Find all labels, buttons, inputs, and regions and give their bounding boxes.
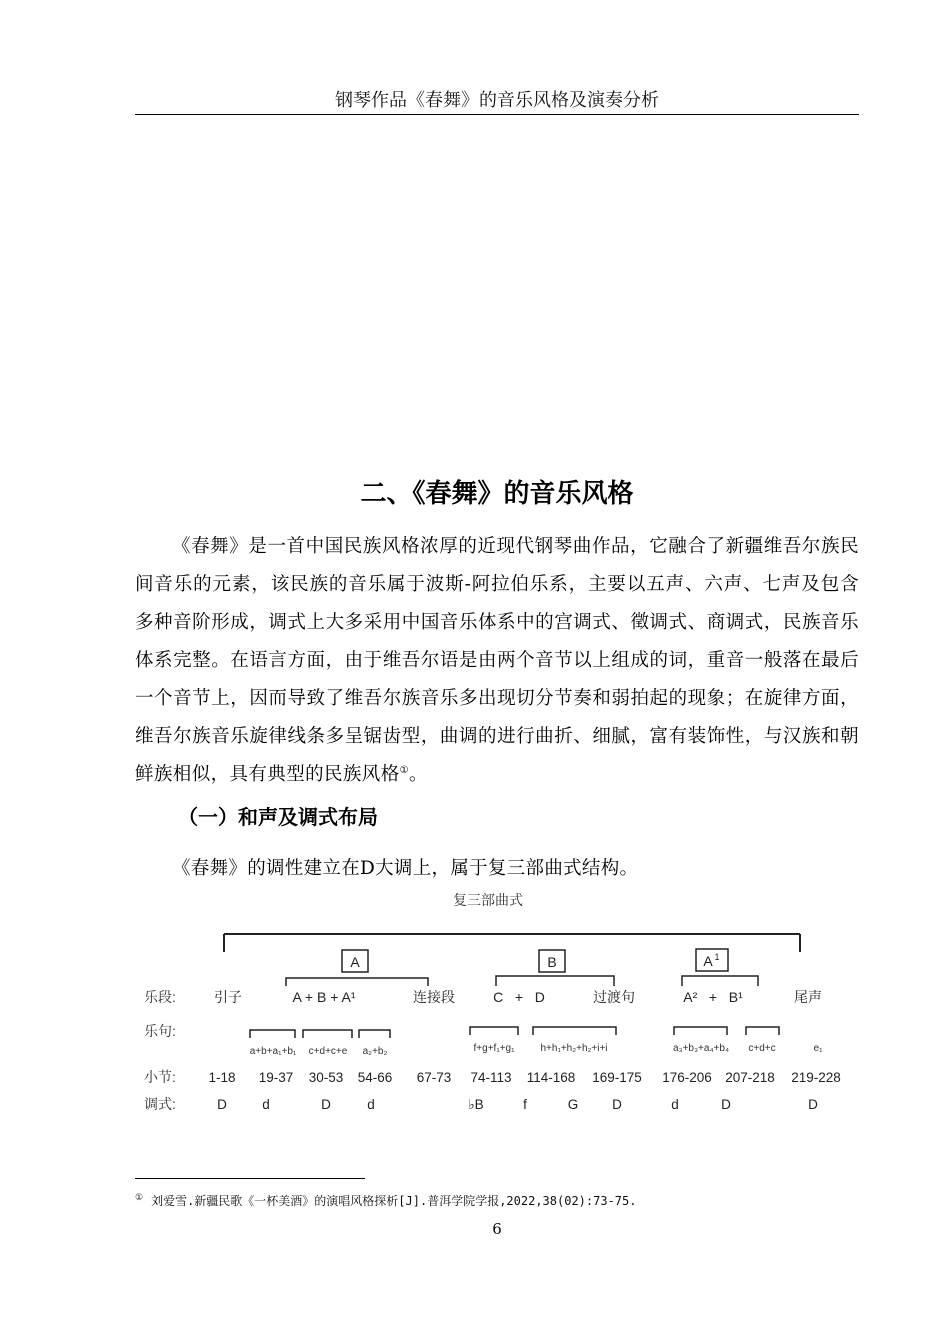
running-header: 钢琴作品《春舞》的音乐风格及演奏分析 (335, 90, 659, 111)
phrase-3: a₂+b₂ (362, 1046, 388, 1057)
section-transition: 过渡句 (593, 989, 635, 1005)
section-title: 二、《春舞》的音乐风格 (360, 479, 634, 509)
phrase-7: c+d+c (748, 1043, 776, 1054)
part-a1-label: A (703, 953, 713, 969)
key-7: G (567, 1097, 579, 1112)
row-label-key: 调式: (144, 1096, 176, 1112)
row-label-bars: 小节: (144, 1069, 176, 1085)
part-box-b (539, 950, 565, 972)
page-number: 6 (492, 1220, 502, 1238)
row-label-phrase: 乐句: (144, 1023, 176, 1039)
key-10: D (721, 1097, 731, 1112)
structure-paragraph: 《春舞》的调性建立在D大调上，属于复三部曲式结构。 (172, 858, 639, 879)
phrase-8: e₁ (813, 1043, 823, 1054)
bars-7: 114-168 (526, 1070, 576, 1085)
part-b-label: B (547, 954, 557, 970)
key-6: f (523, 1097, 527, 1112)
phrase-1: a+b+a₁+b₁ (249, 1046, 297, 1057)
key-2: d (262, 1097, 270, 1112)
section-a2-form: A² + B¹ (683, 989, 743, 1005)
diagram-title: 复三部曲式 (453, 892, 523, 908)
bars-2: 19-37 (258, 1070, 294, 1085)
part-a-label: A (350, 954, 360, 970)
section-link: 连接段 (413, 989, 455, 1005)
header-divider (135, 114, 859, 115)
part-box-a1 (696, 949, 728, 971)
key-3: D (321, 1097, 331, 1112)
bars-9: 176-206 (662, 1070, 712, 1085)
section-b-form: C + D (493, 989, 545, 1005)
intro-text: 《春舞》是一首中国民族风格浓厚的近现代钢琴曲作品，它融合了新疆维吾尔族民间音乐的元素，该民族的音乐属于波斯-阿拉伯乐系，主要以五声、六声、七声及包含多种音阶形成，调式上大多采用中国音乐体系中的宫调式、徵调式、商调式，民族音乐体系完整。在语言方面，由于维吾尔语是由两个音节以上组成的词，重音一般落在最后一个音节上，因而导致了维吾尔族音乐多出现切分节奏和弱拍起的现象；在旋律方面，维吾尔族音乐旋律线条多呈锯齿型，曲调的进行曲折、细腻，富有装饰性，与汉族和朝鲜族相似，具有典型的民族风格 (135, 536, 859, 785)
section-coda: 尾声 (794, 989, 822, 1005)
phrase-4: f+g+f₁+g₁ (473, 1043, 515, 1054)
key-8: D (612, 1097, 622, 1112)
phrase-6: a₃+b₃+a₄+b₄ (672, 1043, 730, 1054)
section-a-form: A + B + A¹ (292, 989, 356, 1005)
footnote-mark: ① (135, 1193, 144, 1203)
key-5: ♭B (468, 1097, 484, 1112)
key-11: D (808, 1097, 818, 1112)
footnote-ref[interactable]: ① (399, 764, 409, 776)
part-a1-sup: 1 (714, 952, 720, 962)
phrase-2: c+d+c+e (308, 1046, 348, 1057)
section-intro: 引子 (214, 989, 242, 1005)
part-box-a (342, 950, 368, 972)
bars-1: 1-18 (208, 1070, 236, 1085)
bars-3: 30-53 (308, 1070, 344, 1085)
bars-11: 219-228 (791, 1070, 841, 1085)
bars-6: 74-113 (470, 1070, 512, 1085)
bars-10: 207-218 (725, 1070, 775, 1085)
footnote (135, 1189, 859, 1210)
part-brackets (286, 976, 758, 986)
key-1: D (217, 1097, 227, 1112)
phrase-5: h+h₁+h₂+h₂+i+i (540, 1043, 608, 1054)
phrase-brackets (250, 1027, 779, 1038)
key-4: d (367, 1097, 375, 1112)
bars-5: 67-73 (416, 1070, 452, 1085)
bars-4: 54-66 (357, 1070, 393, 1085)
footnote-divider (135, 1178, 365, 1179)
intro-end: 。 (408, 764, 428, 785)
form-structure-diagram (130, 882, 860, 1122)
intro-paragraph (135, 528, 859, 794)
subsection-title: （一）和声及调式布局 (178, 805, 378, 829)
row-label-section: 乐段: (144, 989, 176, 1005)
bars-8: 169-175 (592, 1070, 642, 1085)
footnote-text: 刘爱雪.新疆民歌《一杯美酒》的演唱风格探析[J].普洱学院学报,2022,38(02):73-75. (151, 1194, 637, 1208)
key-9: d (671, 1097, 679, 1112)
